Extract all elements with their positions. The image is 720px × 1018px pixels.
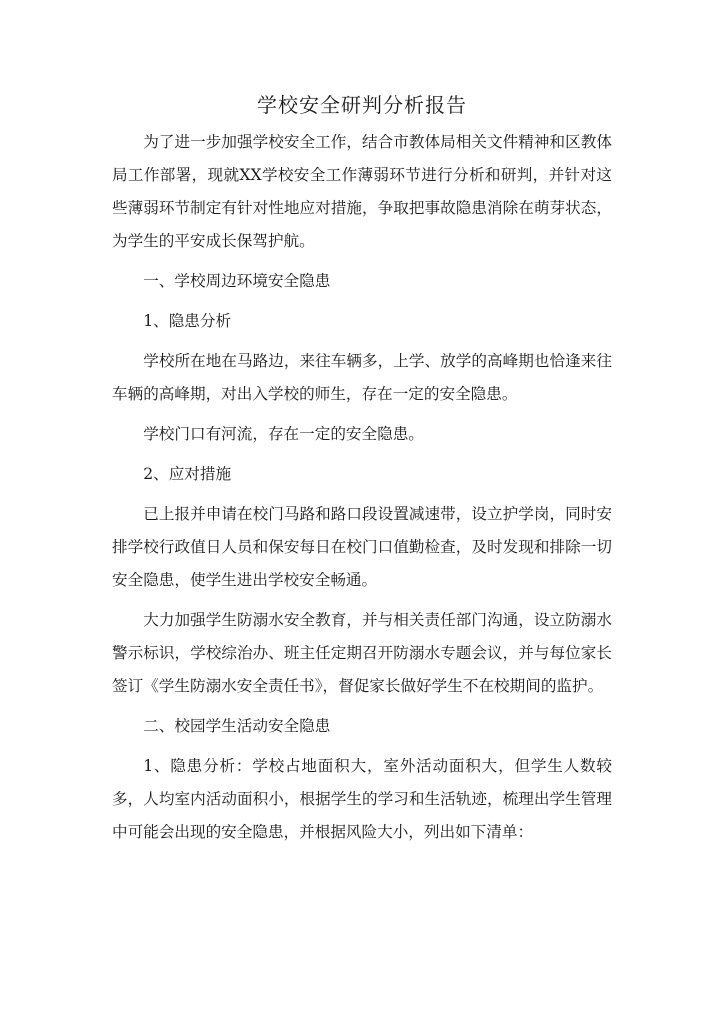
heading-section-1: 一、学校周边环境安全隐患 bbox=[143, 272, 331, 290]
heading-section-2: 二、校园学生活动安全隐患 bbox=[143, 717, 331, 735]
paragraph-activity-risk: 1、隐患分析：学校占地面积大，室外活动面积大，但学生人数较多，人均室内活动面积小，根据学生的学习和生活轨迹，梳理出学生管理中可能会出现的安全隐患，并根据风险大小，列出如下清单： bbox=[112, 757, 612, 841]
paragraph-intro: 为了进一步加强学校安全工作，结合市教体局相关文件精神和区教体局工作部署，现就XX学校安全工作薄弱环节进行分析和研判，并针对这些薄弱环节制定有针对性地应对措施，争取把事故隐患消除在萌芽状态，为学生的平安成长保驾护航。 bbox=[112, 133, 612, 250]
subheading-countermeasures: 2、应对措施 bbox=[143, 465, 232, 483]
paragraph-road-risk: 学校所在地在马路边，来往车辆多，上学、放学的高峰期也恰逢来往车辆的高峰期，对出入学校的师生，存在一定的安全隐患。 bbox=[112, 352, 612, 403]
paragraph-traffic-measures: 已上报并申请在校门马路和路口段设置减速带，设立护学岗，同时安排学校行政值日人员和保安每日在校门口值勤检查，及时发现和排除一切安全隐患，使学生进出学校安全畅通。 bbox=[112, 505, 612, 589]
subheading-risk-analysis-1: 1、隐患分析 bbox=[143, 312, 232, 330]
paragraph-drowning-measures: 大力加强学生防溺水安全教育，并与相关责任部门沟通，设立防溺水警示标识，学校综治办、班主任定期召开防溺水专题会议，并与每位家长签订《学生防溺水安全责任书》，督促家长做好学生不在校期间的监护。 bbox=[112, 611, 612, 695]
document-title: 学校安全研判分析报告 bbox=[257, 93, 467, 117]
document-page bbox=[112, 88, 612, 856]
paragraph-river-risk: 学校门口有河流，存在一定的安全隐患。 bbox=[143, 425, 424, 443]
